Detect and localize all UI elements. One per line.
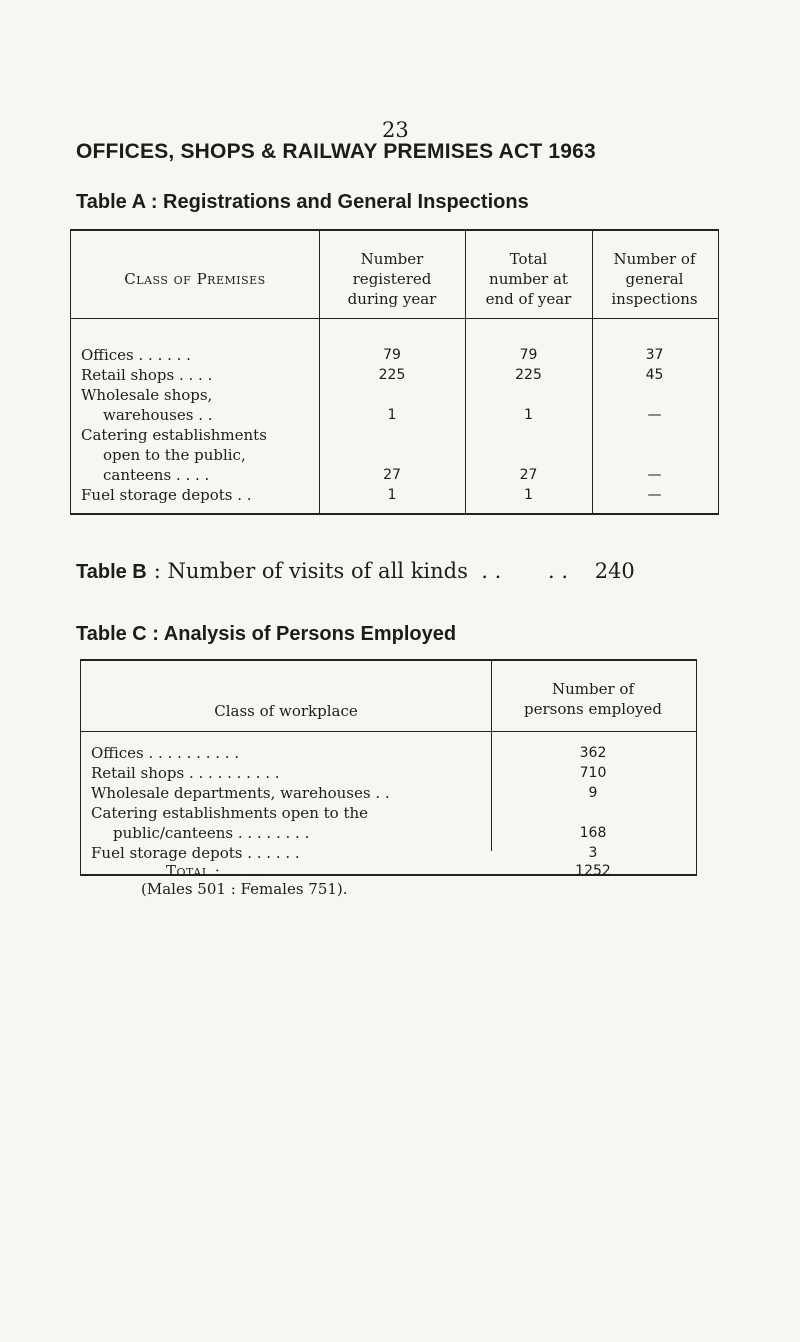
- table-a: [70, 229, 719, 515]
- cell-inspections: 37: [645, 347, 664, 363]
- page-heading: OFFICES, SHOPS & RAILWAY PREMISES ACT 1963: [76, 140, 596, 163]
- header-persons-employed: Number of persons employed: [524, 680, 662, 718]
- row-label-offices: Offices . . . . . .: [81, 346, 191, 364]
- row-label-fuel-storage: Fuel storage depots . .: [81, 486, 252, 504]
- cell-inspections: —: [647, 467, 662, 483]
- cell-total: 1: [524, 407, 533, 423]
- total-label: Total : . . . .: [166, 862, 263, 880]
- cell-total: 225: [515, 367, 542, 383]
- cell-total: 1: [524, 487, 533, 503]
- cell-registered: 27: [383, 467, 401, 483]
- cell-total: 27: [519, 467, 538, 483]
- row-label: Wholesale departments, warehouses . .: [91, 784, 390, 802]
- page-number: 23: [382, 118, 409, 142]
- header-number-registered: Number registered during year: [347, 250, 437, 308]
- cell-employed: 3: [588, 845, 598, 861]
- row-label-catering: Catering establishments open to the public, canteens . . . .: [81, 426, 267, 484]
- cell-employed: 362: [579, 745, 607, 761]
- row-label-retail-shops: Retail shops . . . .: [81, 366, 213, 384]
- cell-inspections: 45: [645, 367, 664, 383]
- table-b-text: : Number of visits of all kinds . . . . 240: [153, 559, 635, 583]
- row-label: public/canteens . . . . . . . .: [113, 824, 310, 842]
- cell-total-employed: 1252: [575, 863, 611, 879]
- row-label: Offices . . . . . . . . . .: [91, 744, 240, 762]
- cell-total: 79: [519, 347, 538, 363]
- table-c-title: Table C : Analysis of Persons Employed: [76, 623, 457, 645]
- cell-registered: 79: [383, 347, 401, 363]
- header-general-inspections: Number of general inspections: [611, 250, 698, 308]
- cell-inspections: —: [647, 407, 662, 423]
- cell-employed: 710: [579, 765, 607, 781]
- table-a-title: Table A : Registrations and General Inspections: [76, 191, 529, 213]
- row-label: Fuel storage depots . . . . . .: [91, 844, 300, 862]
- table-c-header-rule: [81, 731, 696, 732]
- cell-employed: 168: [579, 825, 607, 841]
- header-class-of-premises: Class of Premises: [124, 270, 266, 288]
- cell-registered: 225: [378, 367, 406, 383]
- cell-inspections: —: [647, 487, 662, 503]
- row-label-wholesale-shops: Wholesale shops, warehouses . .: [81, 386, 213, 424]
- row-label: Retail shops . . . . . . . . . .: [91, 764, 280, 782]
- table-b-label: Table B: [76, 561, 147, 583]
- cell-employed: 9: [588, 785, 598, 801]
- table-a-header-rule: [71, 318, 718, 319]
- table-c: [80, 659, 697, 898]
- gender-footnote: (Males 501 : Females 751).: [141, 880, 348, 898]
- header-total-number: Total number at end of year: [485, 250, 572, 308]
- cell-registered: 1: [387, 407, 397, 423]
- table-b-line: [76, 559, 635, 584]
- cell-registered: 1: [387, 487, 397, 503]
- header-class-of-workplace: Class of workplace: [214, 702, 358, 720]
- row-label: Catering establishments open to the: [91, 804, 369, 822]
